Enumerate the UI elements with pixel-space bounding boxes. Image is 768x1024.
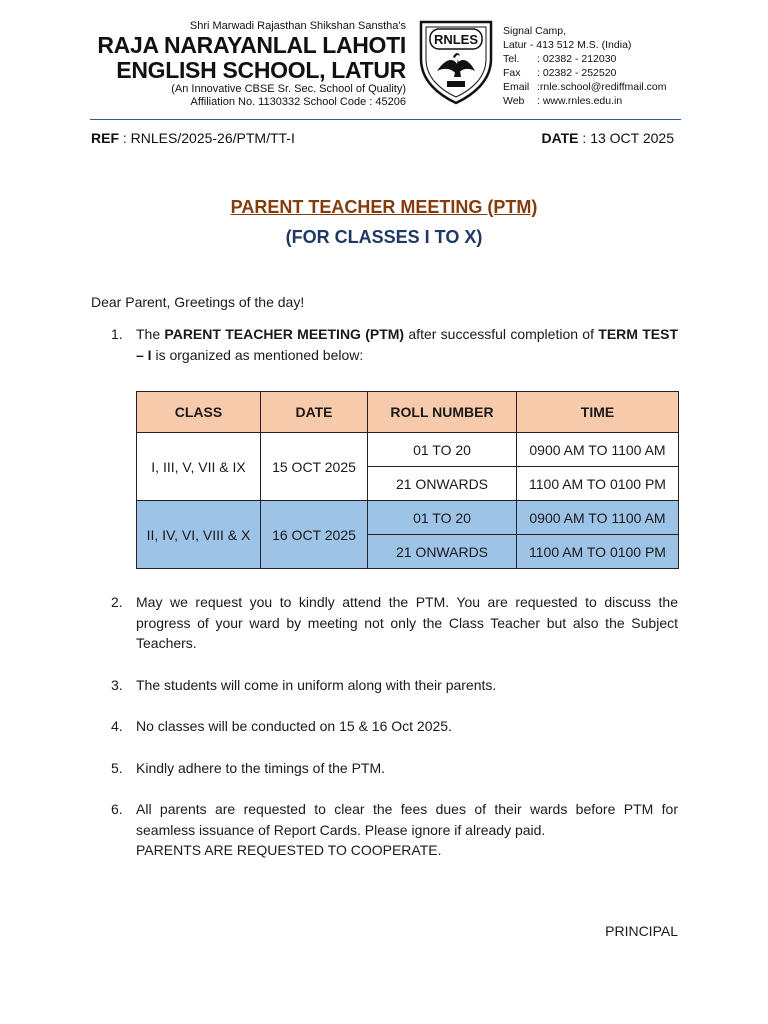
- ref-label: REF: [91, 130, 119, 146]
- contact-label: Fax: [503, 67, 521, 79]
- bold-text-run: TERM TEST – I: [136, 326, 679, 363]
- roll-cell: 21 ONWARDS: [368, 535, 517, 569]
- time-cell: 0900 AM TO 1100 AM: [517, 433, 679, 467]
- principal-signature: PRINCIPAL: [605, 923, 678, 939]
- list-text: Kindly adhere to the timings of the PTM.: [136, 760, 386, 776]
- column-header: TIME: [517, 392, 679, 433]
- class-cell: I, III, V, VII & IX: [137, 433, 261, 501]
- list-text: [136, 324, 678, 365]
- class-cell: II, IV, VI, VIII & X: [137, 501, 261, 569]
- contact-web: [503, 94, 667, 108]
- bold-text-run: PARENT TEACHER MEETING (PTM): [164, 326, 405, 342]
- column-header: ROLL NUMBER: [368, 392, 517, 433]
- time-cell: 1100 AM TO 0100 PM: [517, 467, 679, 501]
- sanstha-name: Shri Marwadi Rajasthan Shikshan Sanstha's: [189, 20, 406, 32]
- contact-value: : www.rnles.edu.in: [537, 95, 623, 107]
- list-item: [91, 716, 678, 737]
- list-text: No classes will be conducted on 15 & 16 Oct 2025.: [136, 718, 452, 734]
- greeting: Dear Parent, Greetings of the day!: [91, 294, 305, 310]
- list-number: 2.: [111, 594, 123, 610]
- letter-date: [541, 129, 674, 147]
- column-header: CLASS: [137, 392, 261, 433]
- date-cell: 16 OCT 2025: [261, 501, 368, 569]
- list-text: All parents are requested to clear the fees dues of their wards before PTM for seamless issuance of Report Cards. Please ignore if already paid.: [136, 801, 678, 838]
- list-text: May we request you to kindly attend the PTM. You are requested to discuss the progress of your ward by meeting not only the Class Teacher but also the Subject Teachers.: [136, 594, 678, 651]
- time-cell: 0900 AM TO 1100 AM: [517, 501, 679, 535]
- text-run: The: [136, 326, 165, 342]
- contact-label: Tel.: [503, 53, 520, 65]
- school-crest-logo: [417, 19, 495, 105]
- list-item: [91, 324, 678, 365]
- contact-email: [503, 80, 667, 94]
- school-letterhead-name: [97, 20, 406, 109]
- reference-number: [91, 129, 295, 147]
- address-line: Signal Camp,: [503, 25, 567, 37]
- cooperate-note: PARENTS ARE REQUESTED TO COOPERATE.: [136, 842, 442, 858]
- ref-value: RNLES/2025-26/PTM/TT-I: [130, 130, 295, 146]
- list-item: [91, 675, 678, 696]
- svg-text:RNLES: RNLES: [433, 32, 479, 47]
- date-cell: 15 OCT 2025: [261, 433, 368, 501]
- contact-value: : 02382 - 212030: [537, 53, 617, 65]
- roll-cell: 01 TO 20: [368, 501, 517, 535]
- contact-label: Web: [503, 95, 525, 107]
- date-value: 13 OCT 2025: [590, 130, 674, 146]
- list-number: 1.: [111, 326, 123, 342]
- notice-subtitle: (FOR CLASSES I TO X): [285, 227, 483, 247]
- list-item: [91, 799, 678, 861]
- list-item: [91, 592, 678, 654]
- contact-fax: [503, 66, 667, 80]
- contact-value: : 02382 - 252520: [537, 67, 617, 79]
- list-item: [91, 758, 678, 779]
- text-run: is organized as mentioned below:: [151, 346, 364, 363]
- contact-label: Email: [503, 81, 530, 93]
- school-tagline: (An Innovative CBSE Sr. Sec. School of Quality): [171, 83, 406, 95]
- table-header-row: [137, 392, 679, 433]
- letterhead-divider: [90, 119, 681, 120]
- roll-cell: 01 TO 20: [368, 433, 517, 467]
- text-run: after successful completion of: [404, 326, 599, 342]
- date-label: DATE: [541, 130, 579, 146]
- address-line: Latur - 413 512 M.S. (India): [503, 39, 632, 51]
- affiliation-info: Affiliation No. 1130332 School Code : 45206: [190, 96, 406, 108]
- date-separator: :: [578, 130, 591, 146]
- school-name-line1: RAJA NARAYANLAL LAHOTI: [97, 32, 406, 58]
- list-number: 6.: [111, 801, 123, 817]
- contact-tel: [503, 52, 667, 66]
- table-row: [137, 501, 679, 535]
- ptm-schedule-table: [136, 391, 679, 569]
- list-number: 5.: [111, 760, 123, 776]
- table-row: [137, 433, 679, 467]
- notice-title: PARENT TEACHER MEETING (PTM): [230, 197, 538, 217]
- roll-cell: 21 ONWARDS: [368, 467, 517, 501]
- list-number: 4.: [111, 718, 123, 734]
- time-cell: 1100 AM TO 0100 PM: [517, 535, 679, 569]
- list-text: The students will come in uniform along with their parents.: [136, 677, 497, 693]
- column-header: DATE: [261, 392, 368, 433]
- list-number: 3.: [111, 677, 123, 693]
- ref-separator: :: [119, 130, 131, 146]
- contact-value: :rnle.school@rediffmail.com: [537, 81, 667, 93]
- school-name-line2: ENGLISH SCHOOL, LATUR: [116, 57, 406, 83]
- school-contact-block: [503, 24, 667, 108]
